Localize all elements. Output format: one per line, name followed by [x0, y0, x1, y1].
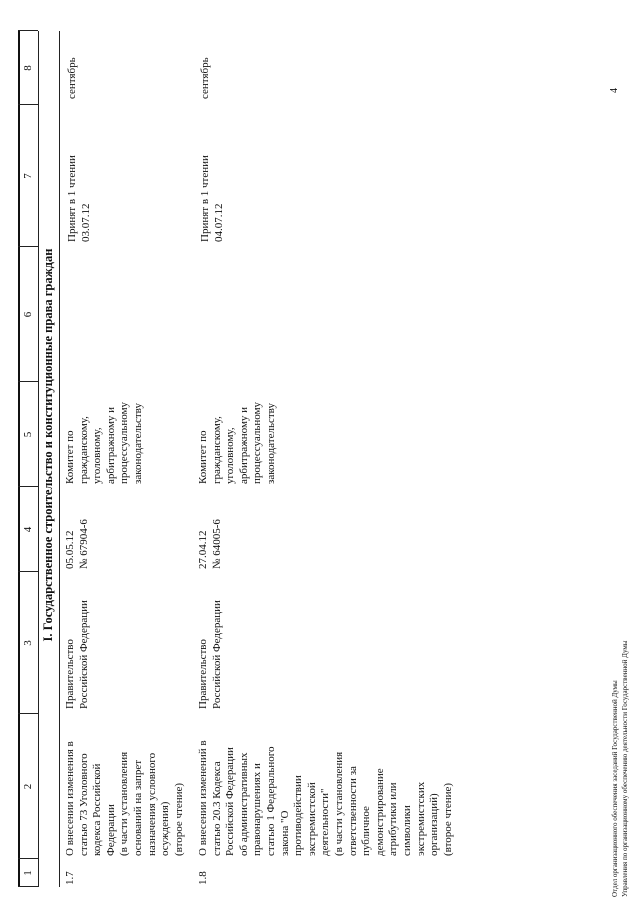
- reading-status: Принят в 1 чтении 03.07.12: [66, 155, 92, 242]
- column-number-2: 2: [22, 783, 34, 790]
- bill-title: О внесении изменений в статью 20.3 Кодекса Российской Федерации об административных правонарушениях и статью 1 Федерального закона "О противодействии экстремистской деятельности" (в части установления ответственности за публичное демонстрирование атрибутики или символики экстремистских организаций) (второе чтение): [197, 740, 454, 856]
- responsible-committee: Комитет по гражданскому, уголовному, арбитражному и процессуальному законодательству: [64, 401, 144, 484]
- column-number-5: 5: [22, 431, 34, 438]
- bill-initiator: Правительство Российской Федерации: [197, 600, 223, 709]
- row-number: 1.7: [64, 871, 76, 885]
- bill-initiator: Правительство Российской Федерации: [64, 600, 90, 709]
- column-number-6: 6: [22, 311, 34, 318]
- row-number: 1.8: [197, 871, 209, 885]
- section-title: I. Государственное строительство и конституционные права граждан: [41, 248, 55, 642]
- column-number-8: 8: [22, 65, 34, 71]
- bill-date: 05.05.12: [64, 530, 76, 569]
- bill-number: № 64005-6: [211, 519, 223, 569]
- column-number-4: 4: [22, 526, 34, 533]
- bill-number: № 67904-6: [78, 519, 90, 569]
- column-number-1: 1: [22, 870, 34, 876]
- bill-date: 27.04.12: [197, 530, 209, 569]
- footer-directorate: Управления по организационному обеспечению деятельности Государственной Думы: [621, 640, 629, 897]
- planned-month: сентябрь: [66, 57, 78, 99]
- reading-status: Принят в 1 чтении 04.07.12: [199, 155, 225, 242]
- column-number-7: 7: [22, 173, 34, 179]
- page-number: 4: [609, 88, 620, 93]
- planned-month: сентябрь: [199, 57, 211, 99]
- footer-department: Отдел организационного обеспечения заседаний Государственной Думы: [611, 680, 619, 897]
- responsible-committee: Комитет по гражданскому, уголовному, арбитражному и процессуальному законодательству: [197, 401, 277, 484]
- bill-title: О внесении изменения в статью 73 Уголовного кодекса Российской Федерации (в части установления оснований на запрет назначения условного осуждения) (второе чтение): [64, 741, 185, 856]
- section-row-bottom-border: [59, 31, 60, 887]
- column-number-3: 3: [22, 640, 34, 646]
